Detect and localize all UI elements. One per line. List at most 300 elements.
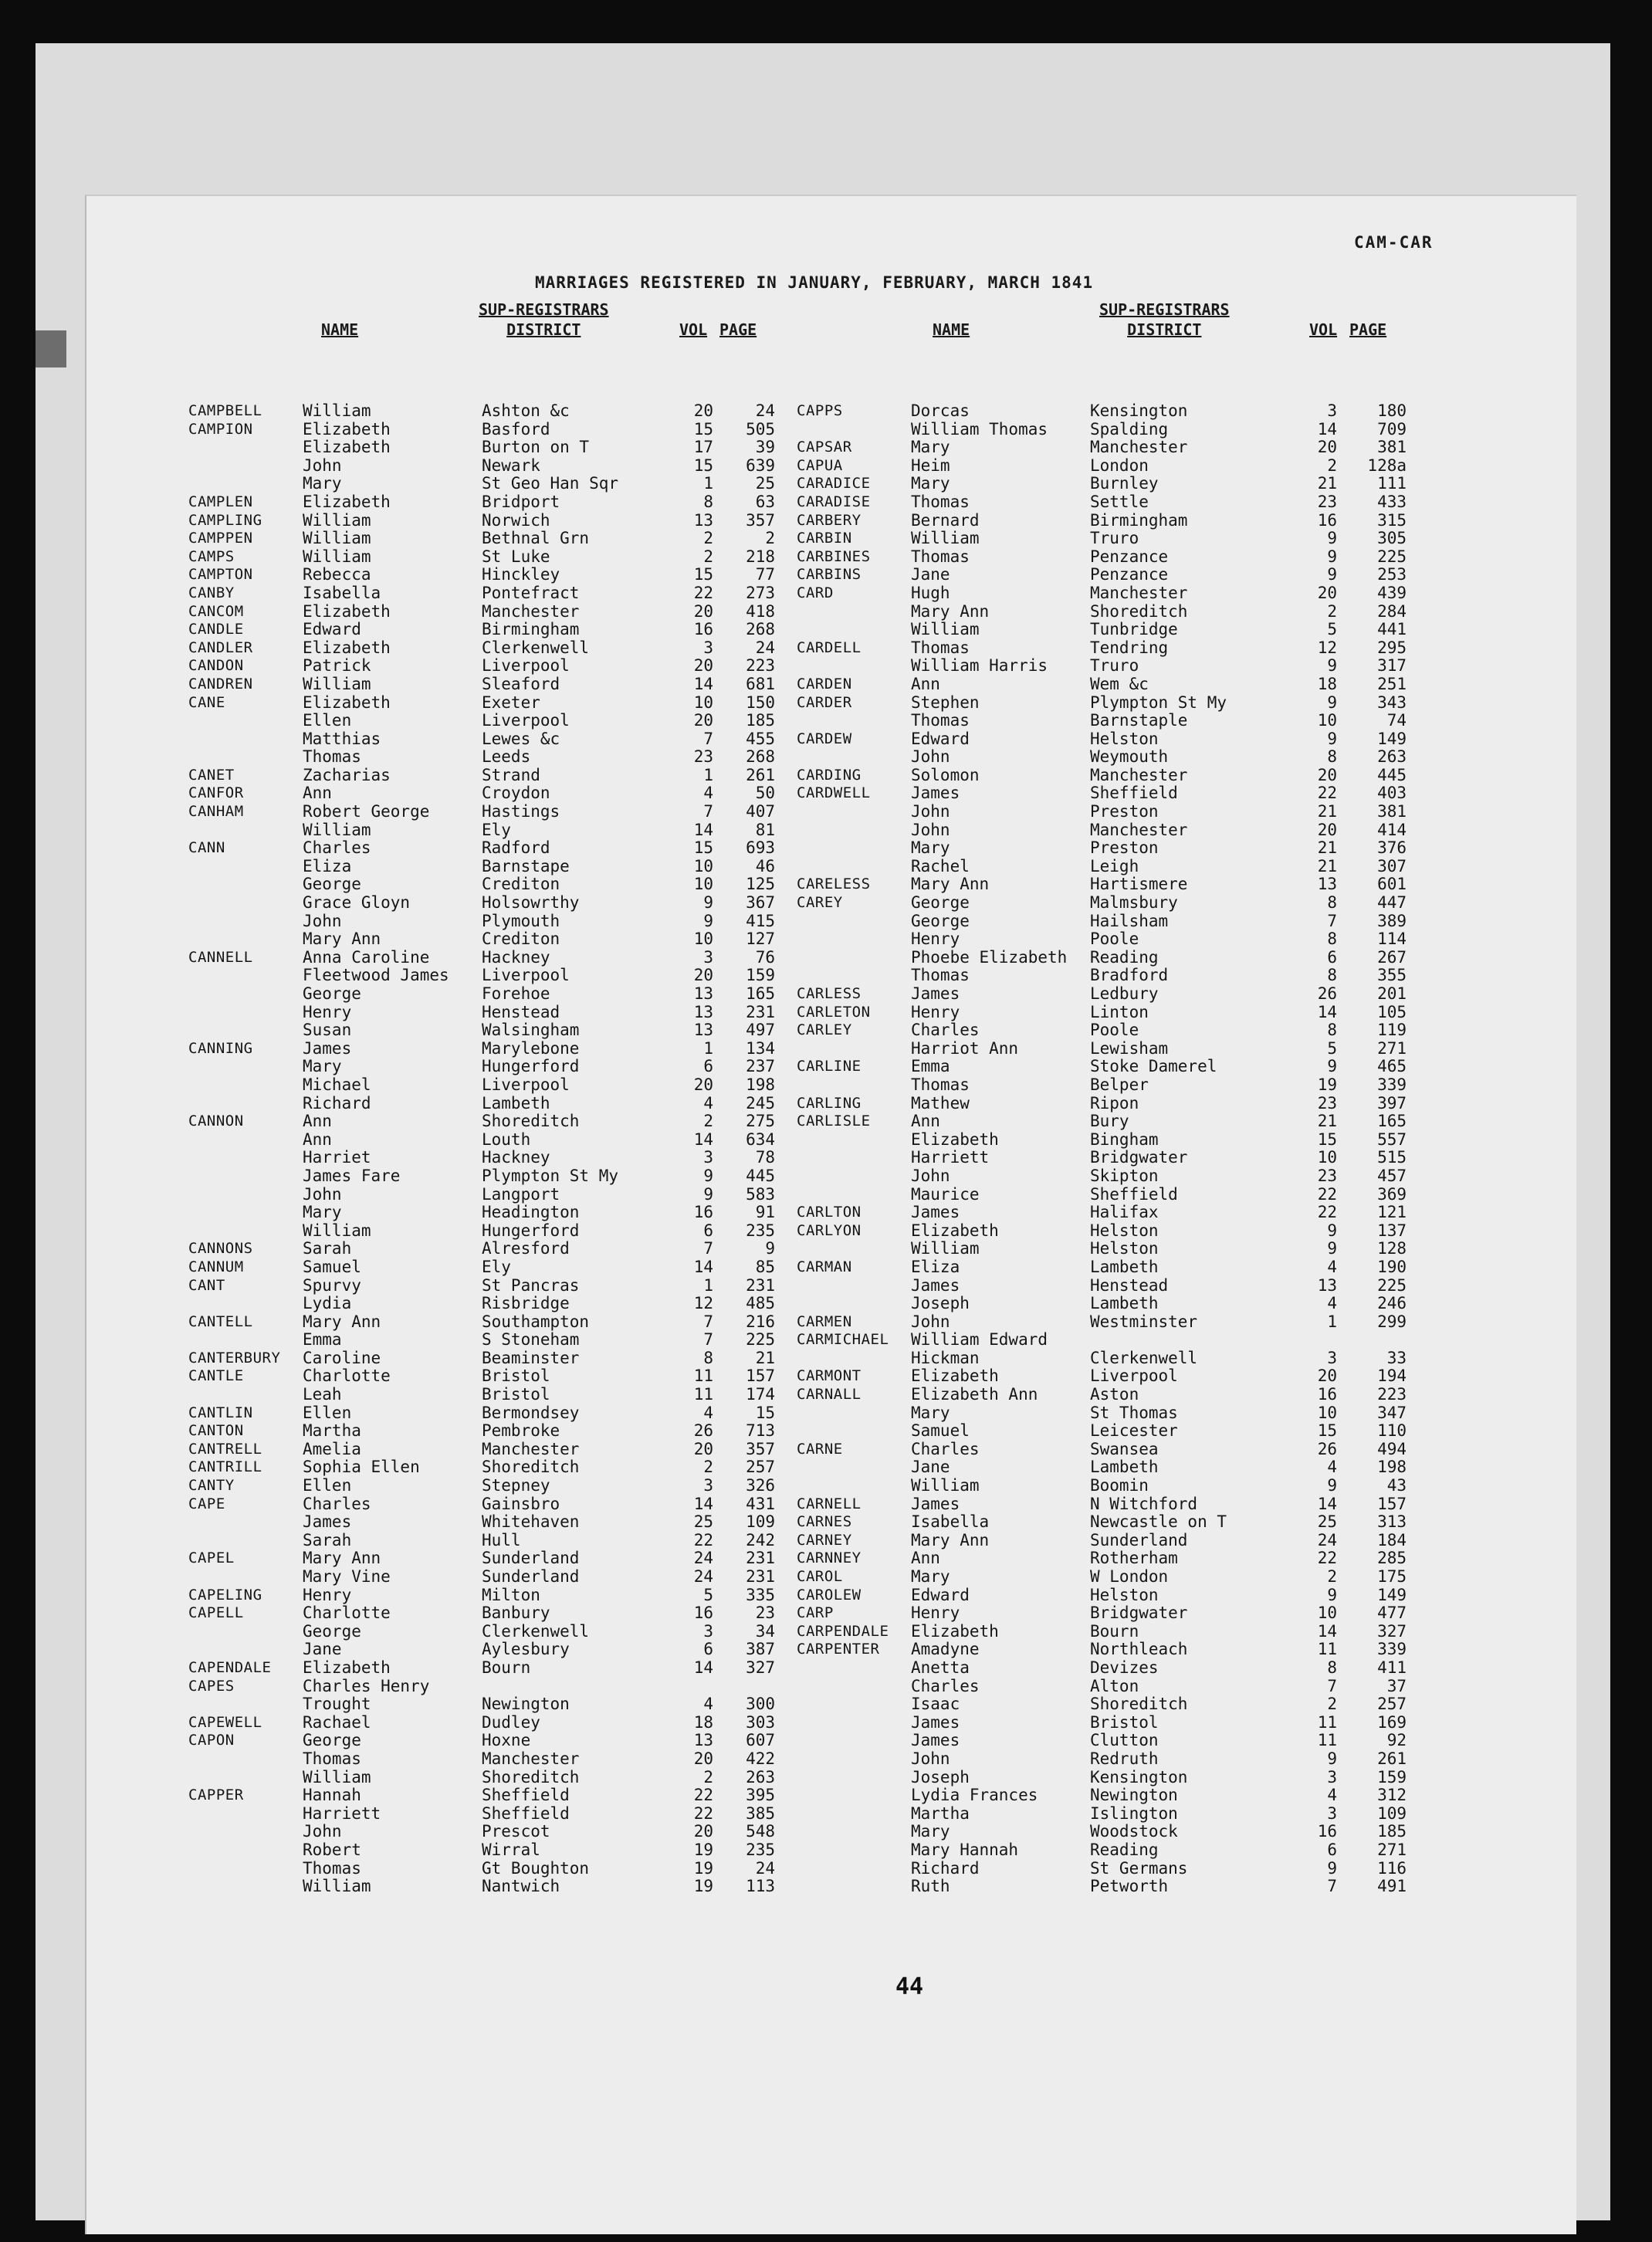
register-entry (797, 1312, 1407, 1331)
vol-cell: 7 (703, 729, 713, 748)
district-cell: Sheffield (482, 1786, 570, 1805)
district-cell: Sheffield (1090, 1184, 1178, 1204)
district-cell: Woodstock (1090, 1822, 1178, 1841)
page-cell: 149 (1377, 729, 1407, 748)
surname-cell: CARLETON (797, 1003, 871, 1021)
given-name-cell: Harriot Ann (911, 1038, 1019, 1058)
given-name-cell: James Fare (303, 1166, 401, 1185)
district-cell: Liverpool (482, 1075, 570, 1094)
page-cell: 43 (1386, 1476, 1407, 1495)
page-cell: 441 (1377, 620, 1407, 639)
vol-cell: 4 (1327, 1294, 1337, 1313)
page-cell: 335 (746, 1585, 775, 1604)
page-cell: 194 (1377, 1367, 1407, 1386)
vol-cell: 20 (1317, 765, 1337, 784)
given-name-cell: James (911, 1494, 960, 1513)
vol-cell: 16 (693, 1604, 713, 1623)
given-name-cell: William (911, 529, 980, 548)
district-cell: Risbridge (482, 1294, 570, 1313)
page-cell: 150 (746, 693, 775, 712)
register-entry (188, 1258, 775, 1276)
district-cell: Halifax (1090, 1203, 1159, 1222)
vol-cell: 19 (693, 1858, 713, 1878)
register-entry (188, 1349, 775, 1367)
register-entry (797, 1768, 1407, 1786)
page-cell: 110 (1377, 1421, 1407, 1441)
surname-cell: CANTLIN (188, 1404, 253, 1421)
given-name-cell: George (303, 875, 361, 894)
district-cell: Redruth (1090, 1749, 1159, 1768)
page-cell: 81 (755, 820, 775, 839)
vol-cell: 9 (703, 911, 713, 930)
register-entry (188, 675, 775, 693)
register-entry (797, 1749, 1407, 1768)
register-entry (797, 565, 1407, 584)
page-cell: 175 (1377, 1567, 1407, 1586)
district-cell: Walsingham (482, 1021, 580, 1040)
register-entry (188, 1604, 775, 1622)
district-cell: Ely (482, 820, 511, 839)
district-cell: Norwich (482, 510, 550, 530)
page-cell: 159 (746, 966, 775, 985)
given-name-cell: Elizabeth (911, 1129, 999, 1149)
given-name-cell: Michael (303, 1075, 371, 1094)
vol-cell: 7 (703, 802, 713, 821)
district-cell: Exeter (482, 693, 540, 712)
surname-cell: CANDON (188, 657, 244, 675)
page-cell: 201 (1377, 984, 1407, 1003)
district-cell: Marylebone (482, 1038, 580, 1058)
district-cell: Malmsbury (1090, 893, 1178, 913)
surname-cell: CANDLE (188, 621, 244, 638)
vol-cell: 3 (1327, 1803, 1337, 1823)
given-name-cell: James (911, 1203, 960, 1222)
district-cell: Weymouth (1090, 747, 1169, 767)
district-cell: Shoreditch (1090, 601, 1188, 621)
register-entry (797, 1185, 1407, 1204)
given-name-cell: George (911, 911, 970, 930)
register-entry (797, 1203, 1407, 1221)
register-entry (797, 1239, 1407, 1258)
district-cell: Bristol (1090, 1712, 1159, 1732)
district-cell: Clutton (1090, 1731, 1159, 1750)
surname-cell: CARNE (797, 1440, 843, 1458)
given-name-cell: Elizabeth (303, 419, 391, 439)
given-name-cell: Isabella (303, 583, 381, 602)
register-entry (188, 1385, 775, 1404)
district-cell: Stepney (482, 1476, 550, 1495)
district-cell: Westminster (1090, 1312, 1198, 1331)
given-name-cell: Harriett (303, 1803, 381, 1823)
page-cell: 447 (1377, 893, 1407, 913)
vol-cell: 20 (1317, 820, 1337, 839)
district-cell: Northleach (1090, 1640, 1188, 1659)
district-cell: Clerkenwell (482, 1621, 590, 1641)
district-cell: Banbury (482, 1604, 550, 1623)
district-cell: St Germans (1090, 1858, 1188, 1878)
name-header: NAME (321, 320, 359, 339)
district-cell: Islington (1090, 1803, 1178, 1823)
page-cell: 414 (1377, 820, 1407, 839)
surname-cell: CAMPPEN (188, 530, 253, 547)
page-cell: 33 (1386, 1348, 1407, 1367)
page-cell: 127 (746, 930, 775, 949)
vol-cell: 11 (693, 1385, 713, 1404)
given-name-cell: John (303, 456, 342, 475)
district-cell: Liverpool (482, 966, 570, 985)
vol-cell: 25 (693, 1512, 713, 1532)
given-name-cell: John (911, 1749, 950, 1768)
register-entry (797, 1021, 1407, 1039)
page-cell: 23 (755, 1604, 775, 1623)
given-name-cell: Thomas (911, 711, 970, 730)
page-cell: 231 (746, 1567, 775, 1586)
page-cell: 37 (1386, 1676, 1407, 1695)
given-name-cell: Spurvy (303, 1275, 361, 1295)
register-entry (188, 1586, 775, 1604)
page-cell: 21 (755, 1348, 775, 1367)
given-name-cell: Edward (303, 620, 361, 639)
district-cell: S Stoneham (482, 1330, 580, 1350)
register-entry (188, 1185, 775, 1204)
given-name-cell: Ann (911, 1549, 940, 1568)
vol-cell: 8 (1327, 893, 1337, 913)
given-name-cell: William (303, 401, 371, 420)
page-cell: 24 (755, 1858, 775, 1878)
register-entry (188, 1221, 775, 1240)
given-name-cell: Anetta (911, 1658, 970, 1677)
surname-cell: CARLESS (797, 985, 862, 1002)
register-entry (188, 1677, 775, 1695)
register-entry (188, 1640, 775, 1658)
page-cell: 231 (746, 1549, 775, 1568)
surname-cell: CANTELL (188, 1312, 253, 1330)
register-entry (797, 1330, 1407, 1349)
vol-cell: 5 (1327, 1038, 1337, 1058)
register-entry (188, 638, 775, 657)
given-name-cell: Richard (303, 1093, 371, 1113)
register-entry (188, 838, 775, 857)
district-cell: Manchester (1090, 820, 1188, 839)
district-cell: Stoke Damerel (1090, 1057, 1217, 1076)
register-entry (188, 1476, 775, 1495)
vol-cell: 20 (693, 1439, 713, 1458)
given-name-cell: Hugh (911, 583, 950, 602)
page-cell: 105 (1377, 1002, 1407, 1021)
surname-cell: CARELESS (797, 875, 871, 893)
register-entry (188, 1822, 775, 1841)
district-cell: Newark (482, 456, 540, 475)
district-cell: W London (1090, 1567, 1169, 1586)
surname-cell: CARDER (797, 693, 852, 711)
vol-cell: 26 (1317, 984, 1337, 1003)
surname-cell: CANNONS (188, 1240, 253, 1258)
district-cell: Lambeth (1090, 1458, 1159, 1477)
district-cell: Bermondsey (482, 1403, 580, 1422)
surname-cell: CARP (797, 1604, 834, 1622)
page-cell: 2 (765, 529, 775, 548)
district-cell: Bristol (482, 1367, 550, 1386)
page-cell: 411 (1377, 1658, 1407, 1677)
register-entry (188, 1567, 775, 1586)
vol-cell: 8 (1327, 747, 1337, 767)
given-name-cell: James (303, 1512, 352, 1532)
vol-cell: 13 (693, 510, 713, 530)
vol-cell: 3 (703, 1148, 713, 1167)
vol-cell: 1 (703, 1275, 713, 1295)
page-cell: 185 (746, 711, 775, 730)
vol-cell: 20 (693, 1075, 713, 1094)
given-name-cell: Ann (303, 1129, 332, 1149)
register-entry (797, 474, 1407, 493)
given-name-cell: Ann (911, 1112, 940, 1131)
register-entry (797, 1258, 1407, 1276)
given-name-cell: Joseph (911, 1767, 970, 1786)
register-entry (797, 948, 1407, 967)
register-entry (797, 529, 1407, 547)
page-cell: 607 (746, 1731, 775, 1750)
district-cell: Boomin (1090, 1476, 1149, 1495)
page-cell: 395 (746, 1786, 775, 1805)
given-name-cell: Thomas (911, 547, 970, 566)
vol-cell: 20 (693, 401, 713, 420)
page-cell: 174 (746, 1385, 775, 1404)
register-entry (797, 1130, 1407, 1149)
surname-cell: CARNNEY (797, 1549, 862, 1567)
page-cell: 693 (746, 838, 775, 858)
given-name-cell: Matthias (303, 729, 381, 748)
surname-cell: CAMPLING (188, 511, 262, 529)
vol-cell: 4 (703, 784, 713, 803)
page-cell: 242 (746, 1530, 775, 1549)
given-name-cell: Amelia (303, 1439, 361, 1458)
district-cell: Crediton (482, 930, 560, 949)
district-cell: Plympton St My (482, 1166, 619, 1185)
page-cell: 312 (1377, 1786, 1407, 1805)
district-cell: Henstead (482, 1002, 560, 1021)
district-cell: Burton on T (482, 438, 590, 457)
page-cell: 149 (1377, 1585, 1407, 1604)
page-cell: 225 (746, 1330, 775, 1350)
district-cell: Hoxne (482, 1731, 531, 1750)
surname-cell: CARNES (797, 1513, 852, 1531)
surname-cell: CARLINE (797, 1058, 862, 1075)
register-entry (797, 420, 1407, 439)
vol-cell: 2 (703, 1767, 713, 1786)
page-cell: 157 (746, 1367, 775, 1386)
surname-cell: CARBINES (797, 547, 871, 565)
vol-cell: 5 (703, 1585, 713, 1604)
vol-cell: 21 (1317, 838, 1337, 858)
register-entry (188, 529, 775, 547)
left-entries-column (188, 401, 775, 1895)
district-cell: Langport (482, 1184, 560, 1204)
vol-cell: 3 (1327, 1767, 1337, 1786)
vol-cell: 16 (1317, 1822, 1337, 1841)
district-cell: Reading (1090, 1840, 1159, 1859)
given-name-cell: Ellen (303, 1403, 352, 1422)
district-cell: Barnstaple (1090, 711, 1188, 730)
vol-cell: 7 (1327, 911, 1337, 930)
vol-cell: 9 (1327, 1221, 1337, 1240)
vol-cell: 3 (703, 1621, 713, 1641)
page-cell: 445 (1377, 765, 1407, 784)
register-entry (188, 1440, 775, 1458)
vol-cell: 5 (1327, 620, 1337, 639)
district-cell: Rotherham (1090, 1549, 1178, 1568)
given-name-cell: Thomas (303, 747, 361, 767)
district-cell: Shoreditch (482, 1767, 580, 1786)
page-cell: 237 (746, 1057, 775, 1076)
page-cell: 76 (755, 947, 775, 967)
district-cell: Spalding (1090, 419, 1169, 439)
vol-cell: 13 (693, 1021, 713, 1040)
page-cell: 257 (1377, 1695, 1407, 1714)
vol-cell: 13 (693, 1002, 713, 1021)
surname-cell: CARLEY (797, 1021, 852, 1039)
district-cell: Prescot (482, 1822, 550, 1841)
vol-cell: 3 (703, 947, 713, 967)
page-cell: 223 (746, 656, 775, 676)
register-entry (188, 857, 775, 875)
given-name-cell: George (911, 893, 970, 913)
vol-cell: 14 (693, 1494, 713, 1513)
district-cell: Lambeth (1090, 1294, 1159, 1313)
page-cell: 121 (1377, 1203, 1407, 1222)
register-entry (797, 1640, 1407, 1658)
given-name-cell: James (911, 1275, 960, 1295)
given-name-cell: Mary (303, 474, 342, 493)
register-entry (188, 565, 775, 584)
given-name-cell: Sophia Ellen (303, 1458, 420, 1477)
register-entry (797, 1440, 1407, 1458)
district-cell: Birmingham (482, 620, 580, 639)
page-cell: 367 (746, 893, 775, 913)
page-cell: 137 (1377, 1221, 1407, 1240)
given-name-cell: Jane (911, 565, 950, 584)
page-cell: 198 (1377, 1458, 1407, 1477)
district-cell: Linton (1090, 1002, 1149, 1021)
page-header: PAGE (719, 320, 757, 339)
vol-cell: 10 (693, 875, 713, 894)
page-cell: 431 (746, 1494, 775, 1513)
surname-cell: CANN (188, 839, 225, 857)
register-entry (188, 821, 775, 839)
district-cell: Bingham (1090, 1129, 1159, 1149)
district-cell: Shoreditch (482, 1112, 580, 1131)
given-name-cell: Bernard (911, 510, 980, 530)
surname-cell: CAPE (188, 1495, 225, 1512)
page-cell: 369 (1377, 1184, 1407, 1204)
district-cell: Aylesbury (482, 1640, 570, 1659)
page-cell: 125 (746, 875, 775, 894)
page-cell: 119 (1377, 1021, 1407, 1040)
surname-cell: CANNUM (188, 1258, 244, 1275)
given-name-cell: William (303, 820, 371, 839)
surname-cell: CANBY (188, 584, 235, 601)
register-entry (797, 875, 1407, 893)
register-entry (188, 802, 775, 821)
page-cell: 231 (746, 1275, 775, 1295)
register-entry (797, 802, 1407, 821)
register-entry (797, 675, 1407, 693)
given-name-cell: Charles (911, 1021, 980, 1040)
vol-cell: 23 (1317, 1166, 1337, 1185)
register-entry (188, 1003, 775, 1021)
given-name-cell: Sarah (303, 1239, 352, 1258)
register-entry (797, 401, 1407, 420)
page-cell: 246 (1377, 1294, 1407, 1313)
district-cell: Bury (1090, 1112, 1129, 1131)
register-entry (797, 893, 1407, 912)
vol-cell: 4 (1327, 1458, 1337, 1477)
register-entry (188, 493, 775, 511)
page-title: MARRIAGES REGISTERED IN JANUARY, FEBRUARY, MARCH 1841 (535, 273, 1094, 292)
district-cell: Sheffield (1090, 784, 1178, 803)
register-entry (188, 1094, 775, 1113)
page-cell: 169 (1377, 1712, 1407, 1732)
vol-cell: 21 (1317, 802, 1337, 821)
district-cell: Liverpool (482, 656, 570, 676)
register-entry (797, 1039, 1407, 1058)
given-name-cell: Caroline (303, 1348, 381, 1367)
vol-cell: 23 (1317, 492, 1337, 511)
vol-cell: 19 (693, 1840, 713, 1859)
page-cell: 165 (1377, 1112, 1407, 1131)
vol-cell: 10 (1317, 1403, 1337, 1422)
district-cell: Bourn (482, 1658, 531, 1677)
page-cell: 347 (1377, 1403, 1407, 1422)
vol-cell: 26 (1317, 1439, 1337, 1458)
page-cell: 9 (765, 1239, 775, 1258)
given-name-cell: Susan (303, 1021, 352, 1040)
surname-cell: CARMEN (797, 1312, 852, 1330)
vol-cell: 13 (693, 1731, 713, 1750)
register-entry (188, 438, 775, 456)
surname-cell: CAPELING (188, 1586, 262, 1604)
district-cell: Newcastle on T (1090, 1512, 1227, 1532)
page-cell: 91 (755, 1203, 775, 1222)
given-name-cell: Mary (911, 438, 950, 457)
register-entry (188, 1294, 775, 1312)
page-cell: 77 (755, 565, 775, 584)
surname-cell: CANCOM (188, 602, 244, 620)
district-cell: Basford (482, 419, 550, 439)
page-cell: 275 (746, 1112, 775, 1131)
district-cell: Gainsbro (482, 1494, 560, 1513)
district-cell: Alton (1090, 1676, 1139, 1695)
given-name-cell: William Harris (911, 656, 1048, 676)
vol-cell: 14 (1317, 1002, 1337, 1021)
page-cell: 557 (1377, 1129, 1407, 1149)
register-entry (188, 620, 775, 638)
given-name-cell: Henry (911, 930, 960, 949)
vol-cell: 14 (1317, 1494, 1337, 1513)
page-cell: 327 (746, 1658, 775, 1677)
register-entry (188, 1549, 775, 1567)
district-cell: Hackney (482, 947, 550, 967)
register-entry (797, 456, 1407, 475)
vol-cell: 12 (693, 1294, 713, 1313)
vol-cell: 16 (1317, 510, 1337, 530)
given-name-cell: John (911, 820, 950, 839)
register-entry (188, 1841, 775, 1859)
register-entry (188, 984, 775, 1003)
page-cell: 307 (1377, 856, 1407, 875)
district-cell: Sunderland (1090, 1530, 1188, 1549)
page-cell: 485 (746, 1294, 775, 1313)
register-entry (188, 1458, 775, 1476)
